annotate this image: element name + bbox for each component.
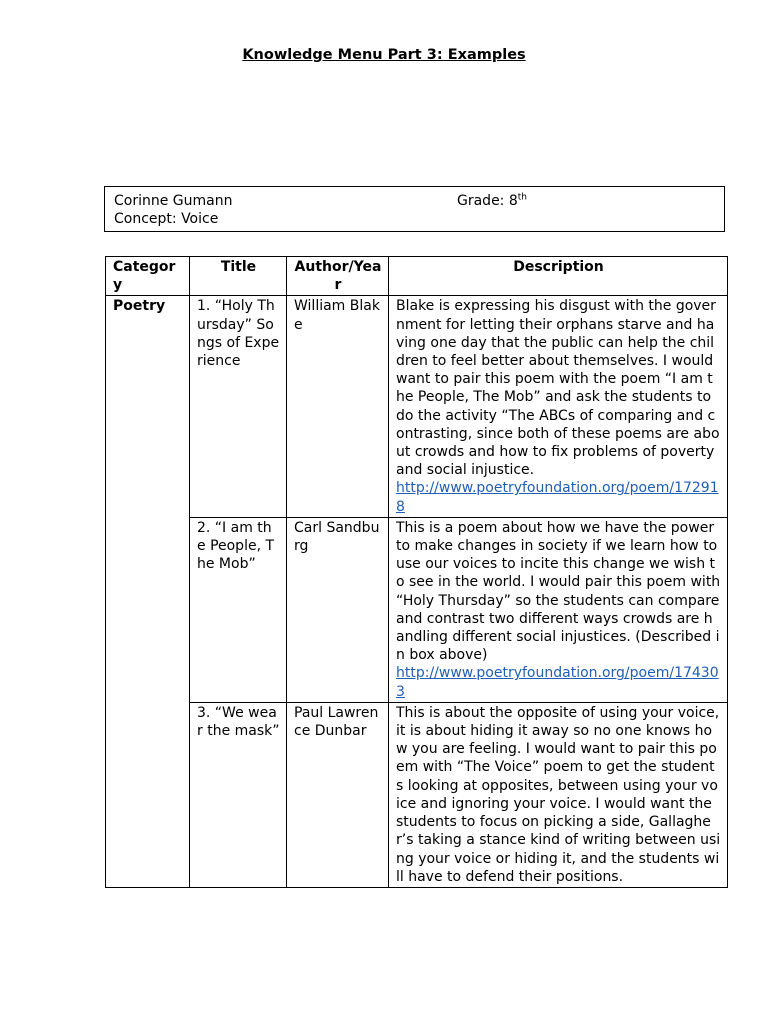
page-title: Knowledge Menu Part 3: Examples bbox=[242, 47, 526, 63]
student-name: Corinne Gumann bbox=[114, 193, 233, 209]
description-text: This is a poem about how we have the power to make changes in society if we learn how to use our voices to incite this change we wish to see in the world. I would pair this poem with “Holy Thursday” so the students can compare and contrast two different ways crowds are handling different social injustices. (Described in box above) bbox=[396, 519, 721, 664]
grade-suffix: th bbox=[517, 192, 527, 203]
description-cell bbox=[389, 296, 728, 517]
description-cell bbox=[389, 517, 728, 702]
description-text: Blake is expressing his disgust with the government for letting their orphans starve and having one day that the public can help the children to feel better about themselves. I would want to pair this poem with the poem “I am the People, The Mob” and ask the students to do the activity “The ABCs of comparing and contrasting, since both of these poems are about crowds and how to fix problems of poverty and social injustice. bbox=[396, 298, 720, 479]
poem-link[interactable]: http://www.poetryfoundation.org/poem/174303 bbox=[396, 665, 719, 700]
description-cell bbox=[389, 702, 728, 887]
knowledge-menu-table bbox=[105, 256, 728, 888]
grade-label bbox=[457, 192, 527, 210]
grade-text: Grade: 8 bbox=[457, 193, 518, 209]
concept-label: Concept: Voice bbox=[114, 211, 219, 227]
author-cell: Carl Sandburg bbox=[287, 517, 389, 702]
header-description: Description bbox=[389, 257, 728, 296]
table-header-row bbox=[106, 257, 728, 296]
title-cell: 1. “Holy Thursday” Songs of Experience bbox=[190, 296, 287, 517]
header-author-year: Author/Year bbox=[287, 257, 389, 296]
author-cell: William Blake bbox=[287, 296, 389, 517]
table-row bbox=[106, 517, 728, 702]
header-category: Category bbox=[106, 257, 190, 296]
author-cell: Paul Lawrence Dunbar bbox=[287, 702, 389, 887]
title-cell: 2. “I am the People, The Mob” bbox=[190, 517, 287, 702]
table-row bbox=[106, 702, 728, 887]
header-title: Title bbox=[190, 257, 287, 296]
table-row bbox=[106, 296, 728, 517]
title-cell: 3. “We wear the mask” bbox=[190, 702, 287, 887]
info-box bbox=[104, 186, 725, 232]
description-text: This is about the opposite of using your voice, it is about hiding it away so no one knows how you are feeling. I would want to pair this poem with “The Voice” poem to get the students looking at opposites, between using your voice and ignoring your voice. I would want the students to focus on picking a side, Gallagher’s taking a stance kind of writing between using your voice or hiding it, and the students will have to defend their positions. bbox=[396, 704, 721, 885]
poem-link[interactable]: http://www.poetryfoundation.org/poem/172918 bbox=[396, 480, 719, 515]
category-cell: Poetry bbox=[106, 296, 190, 888]
